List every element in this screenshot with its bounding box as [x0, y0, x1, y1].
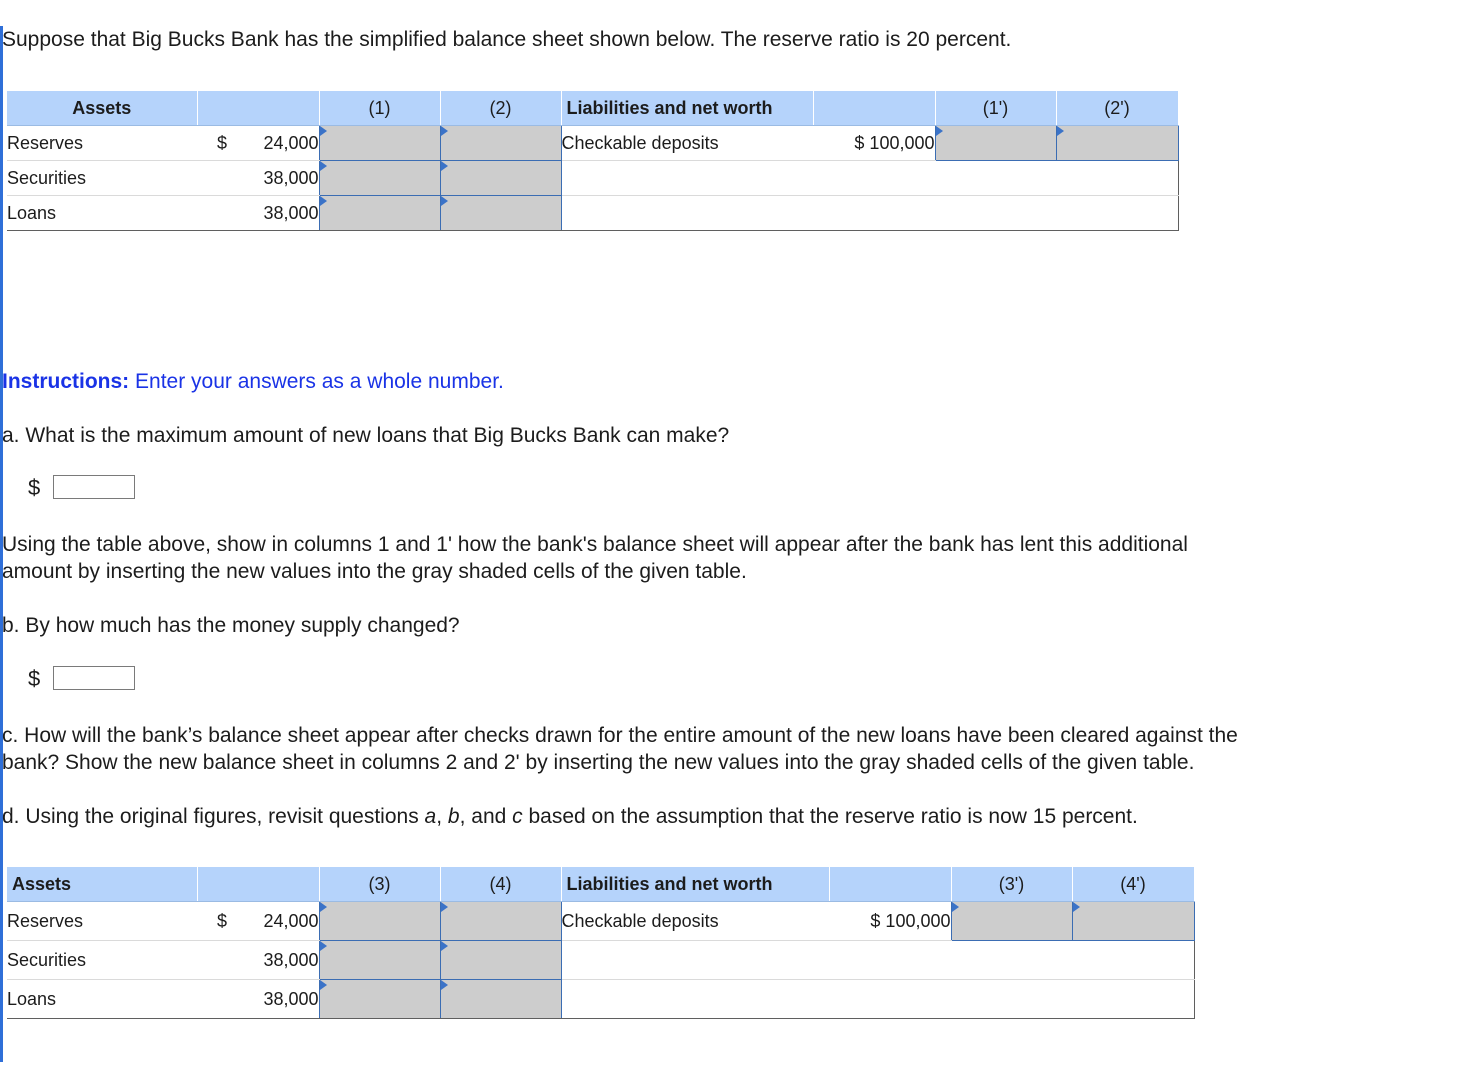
table-row	[7, 161, 1178, 196]
row-value-loans: 38,000	[197, 196, 319, 231]
empty-cell	[935, 196, 1056, 231]
question-c-line-2: bank? Show the new balance sheet in columns 2 and 2' by inserting the new values into the gray shaded cells of the given table.	[2, 751, 1195, 774]
input-cell-3-loans[interactable]	[319, 980, 440, 1019]
row-label-securities: Securities	[7, 941, 197, 980]
liability-label-checkable-deposits: Checkable deposits	[561, 126, 813, 161]
empty-cell	[829, 980, 951, 1019]
dollar-sign: $	[28, 666, 41, 691]
question-a: a. What is the maximum amount of new loans that Big Bucks Bank can make?	[2, 424, 730, 447]
question-b: b. By how much has the money supply changed?	[2, 614, 460, 637]
row-label-loans: Loans	[7, 196, 197, 231]
liability-value-checkable-deposits: $ 100,000	[813, 126, 935, 161]
input-cell-1-reserves[interactable]	[319, 126, 440, 161]
question-d-part-2: based on the assumption that the reserve ratio is now 15 percent.	[522, 805, 1138, 828]
table-header-row	[7, 867, 1194, 902]
using-table-instructions	[2, 531, 1188, 585]
row-value-reserves	[197, 902, 319, 941]
col-1-header: (1)	[319, 91, 440, 126]
assets-header: Assets	[7, 91, 197, 126]
assets-value-header	[197, 867, 319, 902]
currency-sign: $	[217, 910, 228, 931]
liabilities-value-header	[813, 91, 935, 126]
input-cell-4-loans[interactable]	[440, 980, 561, 1019]
liability-value-checkable-deposits: $ 100,000	[829, 902, 951, 941]
input-cell-4p-deposits[interactable]	[1072, 902, 1194, 941]
empty-liability-cell	[561, 196, 813, 231]
input-cell-1-loans[interactable]	[319, 196, 440, 231]
input-cell-2-loans[interactable]	[440, 196, 561, 231]
table-row	[7, 941, 1194, 980]
row-label-reserves: Reserves	[7, 902, 197, 941]
liabilities-header: Liabilities and net worth	[561, 91, 813, 126]
table-row	[7, 980, 1194, 1019]
row-label-loans: Loans	[7, 980, 197, 1019]
liabilities-header: Liabilities and net worth	[561, 867, 829, 902]
table-row	[7, 126, 1178, 161]
row-value-securities: 38,000	[197, 941, 319, 980]
col-2-header: (2)	[440, 91, 561, 126]
col-4p-header: (4')	[1072, 867, 1194, 902]
table-row	[7, 902, 1194, 941]
col-2p-header: (2')	[1056, 91, 1178, 126]
instructions-text	[2, 368, 504, 395]
dollar-sign: $	[28, 475, 41, 500]
row-label-securities: Securities	[7, 161, 197, 196]
input-cell-3-securities[interactable]	[319, 941, 440, 980]
instructions-body: Enter your answers as a whole number.	[129, 370, 504, 393]
row-value-loans: 38,000	[197, 980, 319, 1019]
empty-cell	[1056, 161, 1178, 196]
assets-value-header	[197, 91, 319, 126]
liabilities-value-header	[829, 867, 951, 902]
row-value-reserves	[197, 126, 319, 161]
row-value-securities: 38,000	[197, 161, 319, 196]
liability-label-checkable-deposits: Checkable deposits	[561, 902, 829, 941]
question-d-sep-2: , and	[459, 805, 513, 828]
empty-cell	[1072, 941, 1194, 980]
question-d-part-1: d. Using the original figures, revisit questions	[2, 805, 425, 828]
question-c-line-1: c. How will the bank’s balance sheet appear after checks drawn for the entire amount of the new loans have been cleared against the	[2, 724, 1238, 747]
col-1p-header: (1')	[935, 91, 1056, 126]
currency-sign: $	[217, 132, 228, 153]
empty-cell	[829, 941, 951, 980]
col-3p-header: (3')	[951, 867, 1072, 902]
question-d-ref-b: b	[447, 805, 460, 828]
input-cell-2-securities[interactable]	[440, 161, 561, 196]
answer-b-input[interactable]	[53, 666, 135, 690]
input-cell-1-securities[interactable]	[319, 161, 440, 196]
balance-sheet-table-1	[7, 91, 1179, 231]
input-cell-3p-deposits[interactable]	[951, 902, 1072, 941]
empty-cell	[813, 196, 935, 231]
empty-liability-cell	[561, 161, 813, 196]
question-d-sep-1: ,	[436, 805, 448, 828]
intro-text: Suppose that Big Bucks Bank has the simplified balance sheet shown below. The reserve ratio is 20 percent.	[2, 28, 1012, 51]
empty-liability-cell	[561, 980, 829, 1019]
empty-liability-cell	[561, 941, 829, 980]
empty-cell	[951, 980, 1072, 1019]
empty-cell	[935, 161, 1056, 196]
table-row	[7, 196, 1178, 231]
assets-header: Assets	[7, 867, 197, 902]
empty-cell	[1072, 980, 1194, 1019]
table-header-row	[7, 91, 1178, 126]
input-cell-2p-deposits[interactable]	[1056, 126, 1178, 161]
row-label-reserves: Reserves	[7, 126, 197, 161]
input-cell-4-securities[interactable]	[440, 941, 561, 980]
answer-b-row	[28, 665, 48, 693]
question-d-ref-c: c	[512, 805, 523, 828]
value-text: 24,000	[263, 132, 319, 153]
input-cell-2-reserves[interactable]	[440, 126, 561, 161]
input-cell-4-reserves[interactable]	[440, 902, 561, 941]
input-cell-3-reserves[interactable]	[319, 902, 440, 941]
col-3-header: (3)	[319, 867, 440, 902]
balance-sheet-table-2	[7, 867, 1195, 1019]
question-d	[2, 803, 1138, 830]
answer-a-input[interactable]	[53, 475, 135, 499]
empty-cell	[951, 941, 1072, 980]
using-text-line-1: Using the table above, show in columns 1 and 1' how the bank's balance sheet will appear after the bank has lent this additional	[2, 533, 1188, 556]
value-text: 24,000	[263, 910, 319, 931]
using-text-line-2: amount by inserting the new values into the gray shaded cells of the given table.	[2, 560, 747, 583]
input-cell-1p-deposits[interactable]	[935, 126, 1056, 161]
answer-a-row	[28, 474, 48, 502]
question-d-ref-a: a	[424, 805, 437, 828]
empty-cell	[813, 161, 935, 196]
empty-cell	[1056, 196, 1178, 231]
question-c	[2, 722, 1238, 776]
col-4-header: (4)	[440, 867, 561, 902]
instructions-label: Instructions:	[2, 370, 130, 393]
